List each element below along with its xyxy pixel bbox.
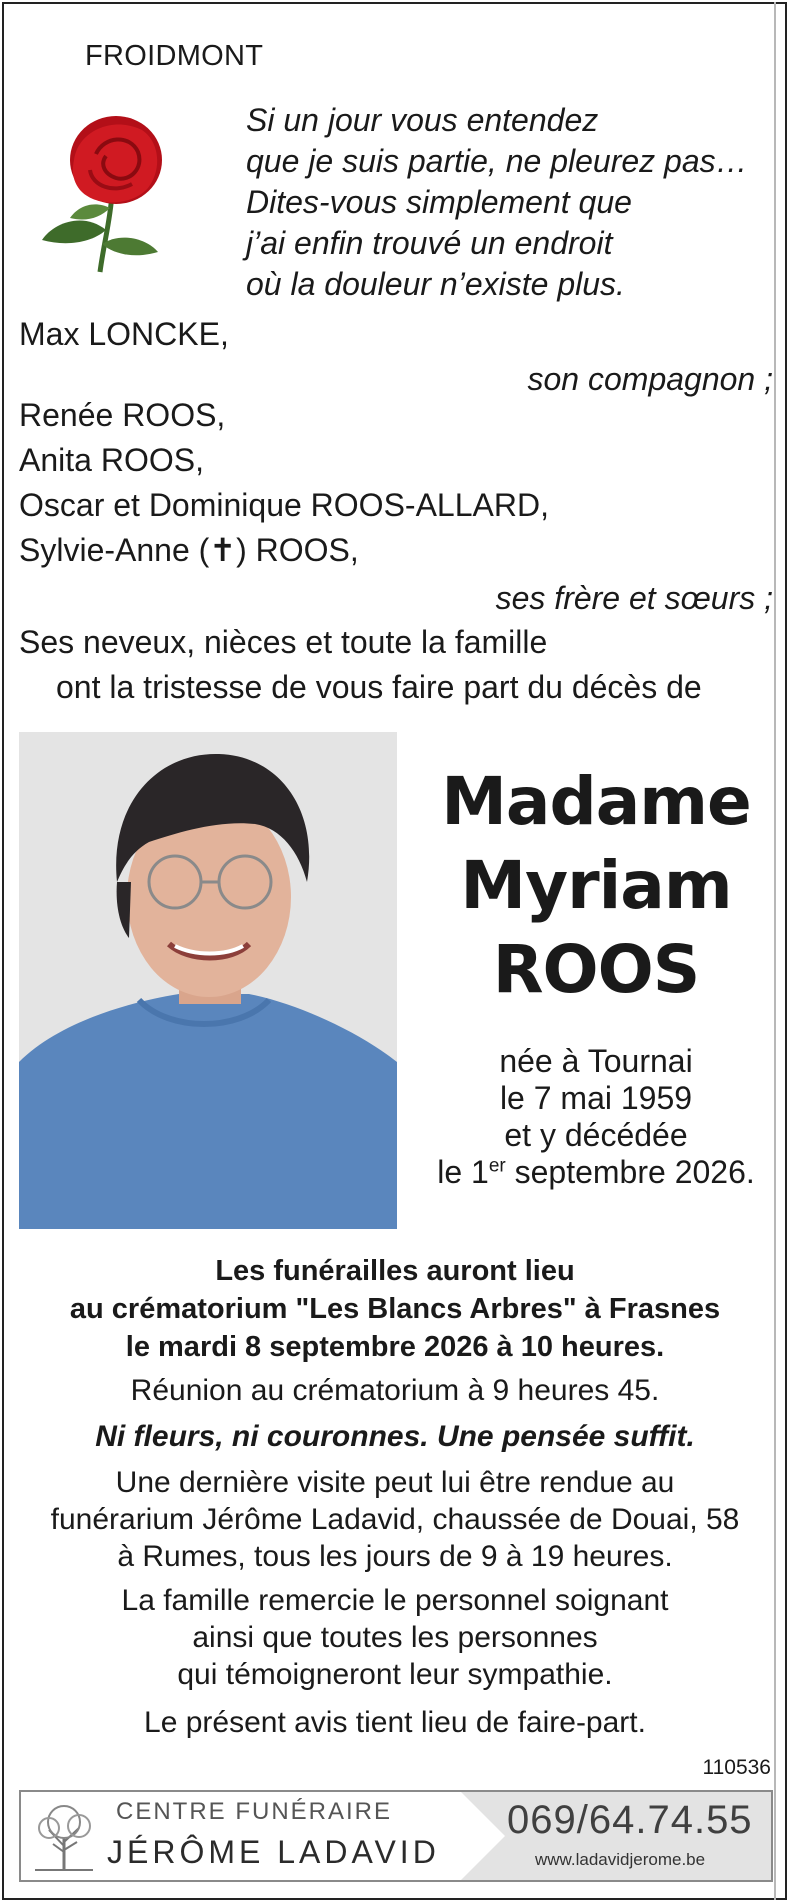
funeral-line: le mardi 8 septembre 2026 à 10 heures.	[125, 1331, 665, 1363]
deceased-title: Madame	[441, 763, 751, 840]
portrait-illustration	[19, 732, 397, 1229]
extended-family: Ses neveux, nièces et toute la famille	[19, 624, 548, 660]
reference-number: 110536	[702, 1756, 771, 1779]
funeral-home-banner	[19, 1790, 773, 1882]
funeral-details	[15, 1252, 775, 1366]
birth-place: née à Tournai	[499, 1043, 693, 1079]
visit-line: Une dernière visite peut lui être rendue au	[115, 1466, 675, 1499]
partner-role: son compagnon ;	[527, 361, 773, 397]
deceased-name	[420, 760, 772, 1012]
poem-line: que je suis partie, ne pleurez pas…	[246, 143, 748, 179]
banner-divider	[461, 1792, 505, 1880]
visit-line: funérarium Jérôme Ladavid, chaussée de Douai, 58	[50, 1503, 740, 1536]
tree-logo-icon	[31, 1800, 97, 1872]
meeting-time: Réunion au crématorium à 9 heures 45.	[130, 1374, 660, 1407]
poem	[246, 100, 748, 305]
locality: FROIDMONT	[85, 40, 264, 72]
sibling-name: Anita ROOS,	[19, 442, 204, 478]
funeral-line: au crématorium "Les Blancs Arbres" à Frasnes	[69, 1293, 721, 1325]
visit-line: à Rumes, tous les jours de 9 à 19 heures.	[117, 1540, 673, 1573]
flowers-note: Ni fleurs, ni couronnes. Une pensée suffit.	[95, 1420, 695, 1453]
banner-website[interactable]: www.ladavidjerome.be	[535, 1850, 706, 1869]
siblings-role: ses frère et sœurs ;	[495, 580, 773, 616]
sibling-name: Renée ROOS,	[19, 397, 226, 433]
announcement: ont la tristesse de vous faire part du décès de	[56, 669, 702, 705]
visit-info	[15, 1464, 775, 1575]
portrait-photo	[19, 732, 397, 1229]
partner-name: Max LONCKE,	[19, 316, 229, 352]
poem-line: où la douleur n’existe plus.	[246, 266, 625, 302]
banner-firm-name: JÉRÔME LADAVID	[107, 1834, 440, 1870]
funeral-line: Les funérailles auront lieu	[215, 1255, 575, 1287]
notice-statement: Le présent avis tient lieu de faire-part.	[144, 1706, 646, 1739]
rose-illustration	[34, 112, 174, 274]
deceased-last-name: ROOS	[492, 931, 700, 1008]
sibling-name: Sylvie-Anne (✝) ROOS,	[19, 532, 359, 568]
poem-line: Dites-vous simplement que	[246, 184, 632, 220]
thanks-line: qui témoigneront leur sympathie.	[177, 1658, 613, 1691]
poem-line: Si un jour vous entendez	[246, 102, 599, 138]
death-date: le 1er septembre 2026.	[437, 1154, 755, 1190]
banner-centre-label: CENTRE FUNÉRAIRE	[116, 1798, 393, 1825]
life-dates	[420, 1043, 772, 1191]
thanks	[15, 1582, 775, 1693]
death-place: et y décédée	[504, 1117, 688, 1153]
poem-line: j’ai enfin trouvé un endroit	[246, 225, 613, 261]
deceased-first-name: Myriam	[460, 847, 732, 924]
thanks-line: La famille remercie le personnel soignant	[121, 1584, 669, 1617]
banner-phone: 069/64.74.55	[507, 1798, 753, 1842]
birth-date: le 7 mai 1959	[499, 1080, 693, 1116]
thanks-line: ainsi que toutes les personnes	[192, 1621, 598, 1654]
sibling-name: Oscar et Dominique ROOS-ALLARD,	[19, 487, 549, 523]
